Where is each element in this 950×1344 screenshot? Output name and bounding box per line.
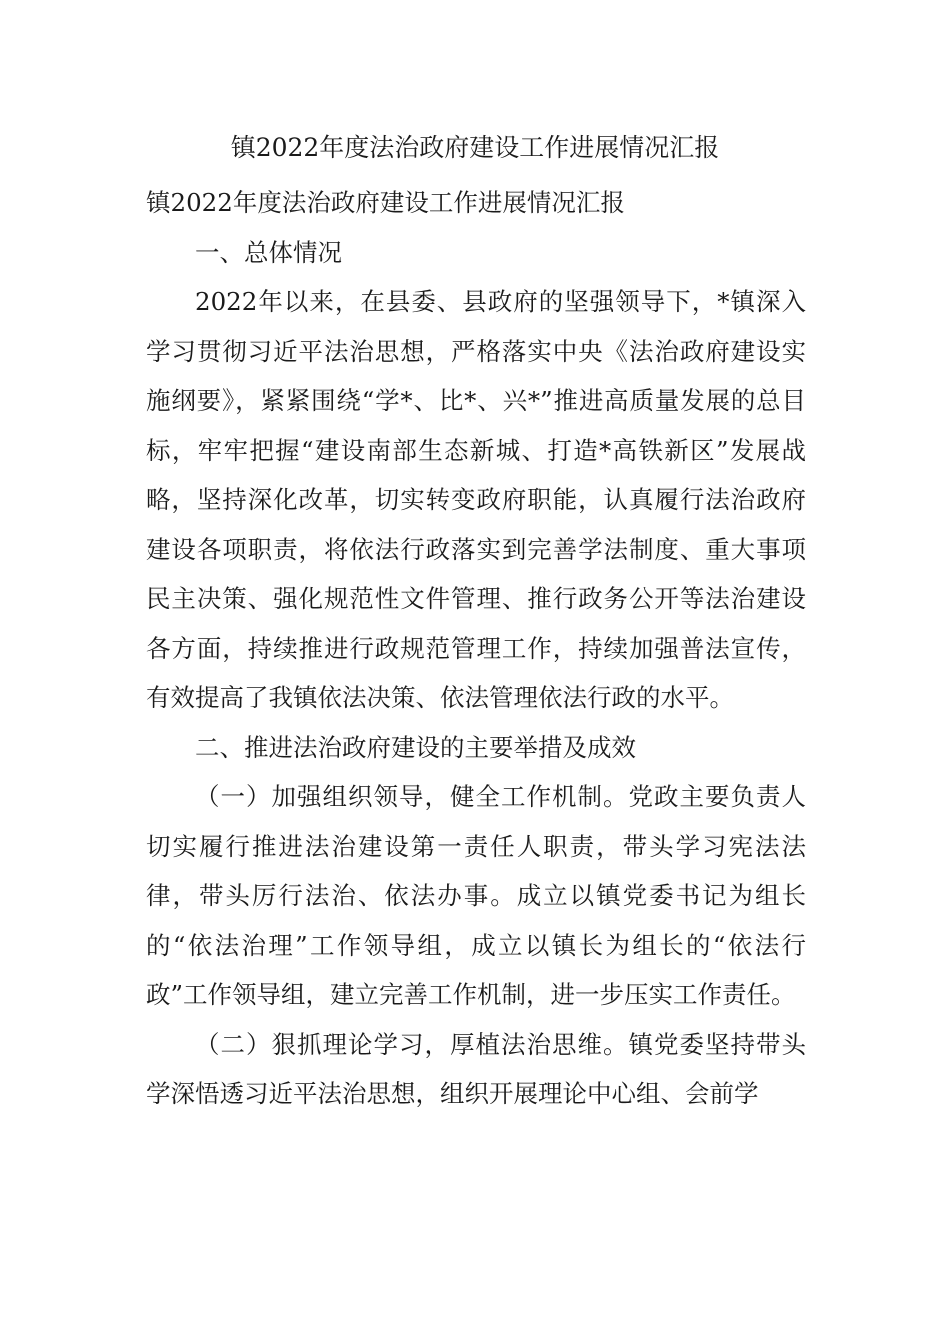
paragraph-overview: 2022年以来，在县委、县政府的坚强领导下，*镇深入学习贯彻习近平法治思想，严格落实中央《法治政府建设实施纲要》，紧紧围绕“学*、比*、兴*”推进高质量发展的总目标，牢牢把握“建设南部生态新城、打造*高铁新区”发展战略，坚持深化改革，切实转变政府职能，认真履行法治政府建设各项职责，将依法行政落实到完善学法制度、重大事项民主决策、强化规范性文件管理、推行政务公开等法治建设各方面，持续推进行政规范管理工作，持续加强普法宣传，有效提高了我镇依法决策、依法管理依法行政的水平。 [146, 287, 806, 712]
subtitle-line: 镇2022年度法治政府建设工作进展情况汇报 [146, 188, 625, 217]
paragraph-measure-1: （一）加强组织领导，健全工作机制。党政主要负责人切实履行推进法治建设第一责任人职责，带头学习宪法法律，带头厉行法治、依法办事。成立以镇党委书记为组长的“依法治理”工作领导组，成立以镇长为组长的“依法行政”工作领导组，建立完善工作机制，进一步压实工作责任。 [146, 782, 806, 1009]
section-heading-overview: 一、总体情况 [195, 237, 342, 267]
document-body [146, 178, 806, 1119]
paragraph-measure-2: （二）狠抓理论学习，厚植法治思维。镇党委坚持带头学深悟透习近平法治思想，组织开展理论中心组、会前学 [146, 1029, 806, 1108]
document-title: 镇2022年度法治政府建设工作进展情况汇报 [230, 133, 720, 162]
section-heading-measures: 二、推进法治政府建设的主要举措及成效 [195, 732, 636, 762]
